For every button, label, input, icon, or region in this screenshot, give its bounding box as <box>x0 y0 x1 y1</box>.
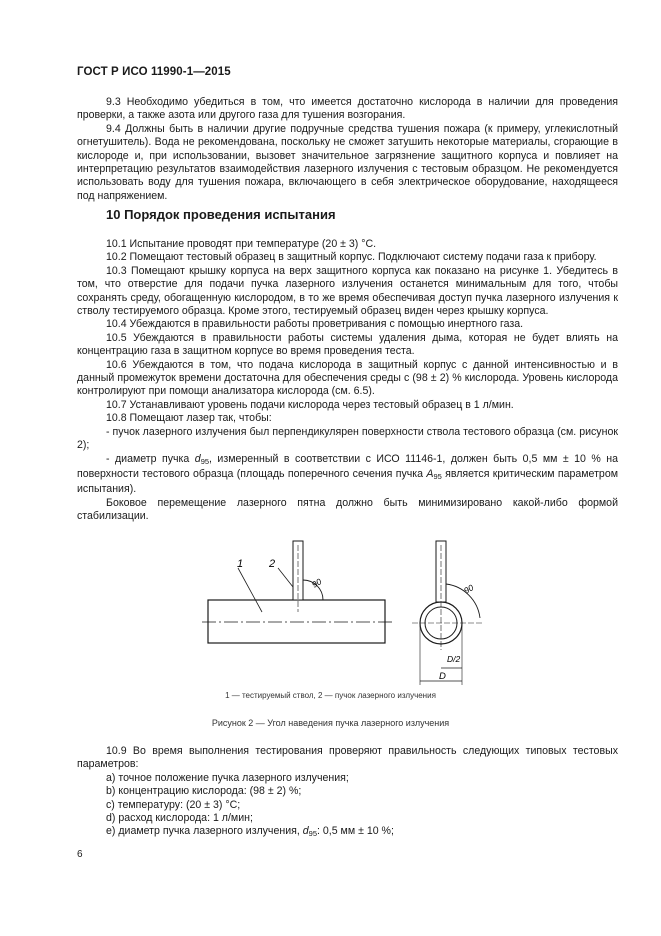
leader-line-1 <box>238 568 262 612</box>
paragraph-10-4: 10.4 Убеждаются в правильности работы проветривания с помощью инертного газа. <box>106 318 524 331</box>
leader-line-2 <box>278 568 293 587</box>
paragraph-9-3: 9.3 Необходимо убедиться в том, что имеется достаточно кислорода в наличии для проведения проверки, а также азота или другого газа для тушения возгорания. <box>77 96 618 122</box>
paragraph-10-8-b: - диаметр пучка $d_{95}$, измеренный в соответствии с ИСО 11146-1, должен быть 0,5 мм ± 10 % на поверхности тестового образца (площадь поперечного сечения пучка $A_{95}$ является критическим параметром испытания). <box>77 452 618 496</box>
callout-2: 2 <box>269 558 276 570</box>
angle-label-section: 90 <box>462 582 476 596</box>
paragraph-10-7: 10.7 Устанавливают уровень подачи кислорода через тестовый образец в 1 л/мин. <box>106 398 514 411</box>
paragraph-10-5: 10.5 Убеждаются в правильности работы системы удаления дыма, которая не будет влиять на концентрацию газа в защитном корпусе во время проведения теста. <box>77 331 618 358</box>
paragraph-10-1: 10.1 Испытание проводят при температуре (20 ± 3) °C. <box>106 238 377 250</box>
callout-1: 1 <box>237 558 244 570</box>
paragraph-9-4: 9.4 Должны быть в наличии другие подручные средства тушения пожара (к примеру, углекислотный огнетушитель). Вода не рекомендована, поскольку не сможет затушить некоторые материалы, сгорающие в кислороде и, при использовании, вызовет значительное загрязнение защитного корпуса и повлияет на интерпретацию результатов взаимодействия лазерного излучения с тестовым образцом. Не рекомендуется использовать воду для тушения пожара, включающего в себя электрическое оборудование, находящееся под напряжением. <box>77 122 618 202</box>
half-d-label: D/2 <box>447 654 461 664</box>
figure-2-diagram <box>0 530 661 685</box>
paragraph-10-9: 10.9 Во время выполнения тестирования проверяют правильность следующих типовых тестовых параметров: <box>77 745 618 771</box>
list-item-e: e) диаметр пучка лазерного излучения, $d_{95}$: 0,5 мм ± 10 %; <box>106 825 394 839</box>
d-label: D <box>439 671 446 682</box>
paragraph-10-8-c: Боковое перемещение лазерного пятна должно быть минимизировано какой-либо формой стабилизации. <box>77 496 618 523</box>
section-10-title: 10 Порядок проведения испытания <box>106 207 336 222</box>
paragraph-10-3: 10.3 Помещают крышку корпуса на верх защитного корпуса как показано на рисунке 1. Убедитесь в том, что отверстие для подачи пучка лазерного излучения останется минимальным для того, чтобы сохранять среду, обогащенную кислородом, в то же время обеспечивая доступ пучка лазерного излучения к стволу тестируемого образца. Кроме этого, тестируемый образец виден через крышку корпуса. <box>77 264 618 318</box>
paragraph-10-8: 10.8 Помещают лазер так, чтобы: <box>106 412 272 425</box>
section-10-body <box>77 238 618 524</box>
figure-caption: Рисунок 2 — Угол наведения пучка лазерного излучения <box>211 718 450 728</box>
section-9-continued <box>77 96 618 203</box>
cross-section-view <box>412 541 484 685</box>
list-item-b: b) концентрацию кислорода: (98 ± 2) %; <box>106 785 302 798</box>
figure-legend: 1 — тестируемый ствол, 2 — пучок лазерного излучения <box>225 691 436 700</box>
document-header: ГОСТ Р ИСО 11990-1—2015 <box>77 66 231 78</box>
test-barrel-side <box>208 600 385 643</box>
angle-label-side: 90 <box>310 576 324 590</box>
page-number: 6 <box>77 849 83 860</box>
list-item-a: а) точное положение пучка лазерного излучения; <box>106 771 349 784</box>
side-view <box>202 541 392 643</box>
list-item-d: d) расход кислорода: 1 л/мин; <box>106 812 253 825</box>
paragraph-10-6: 10.6 Убеждаются в том, что подача кислорода в защитный корпус с данной интенсивностью и в данный промежуток времени достаточна для обеспечения среды с (98 ± 2) % кислорода. Уровень кислорода контролируют при помощи анализатора кислорода (см. 6.5). <box>77 358 618 398</box>
list-item-c: c) температуру: (20 ± 3) °С; <box>106 798 241 811</box>
section-10-9 <box>77 745 618 841</box>
paragraph-10-8-a: - пучок лазерного излучения был перпендикулярен поверхности ствола тестового образца (см. рисунок 2); <box>77 425 618 452</box>
paragraph-10-2: 10.2 Помещают тестовый образец в защитный корпус. Подключают систему подачи газа к прибору. <box>106 251 597 264</box>
